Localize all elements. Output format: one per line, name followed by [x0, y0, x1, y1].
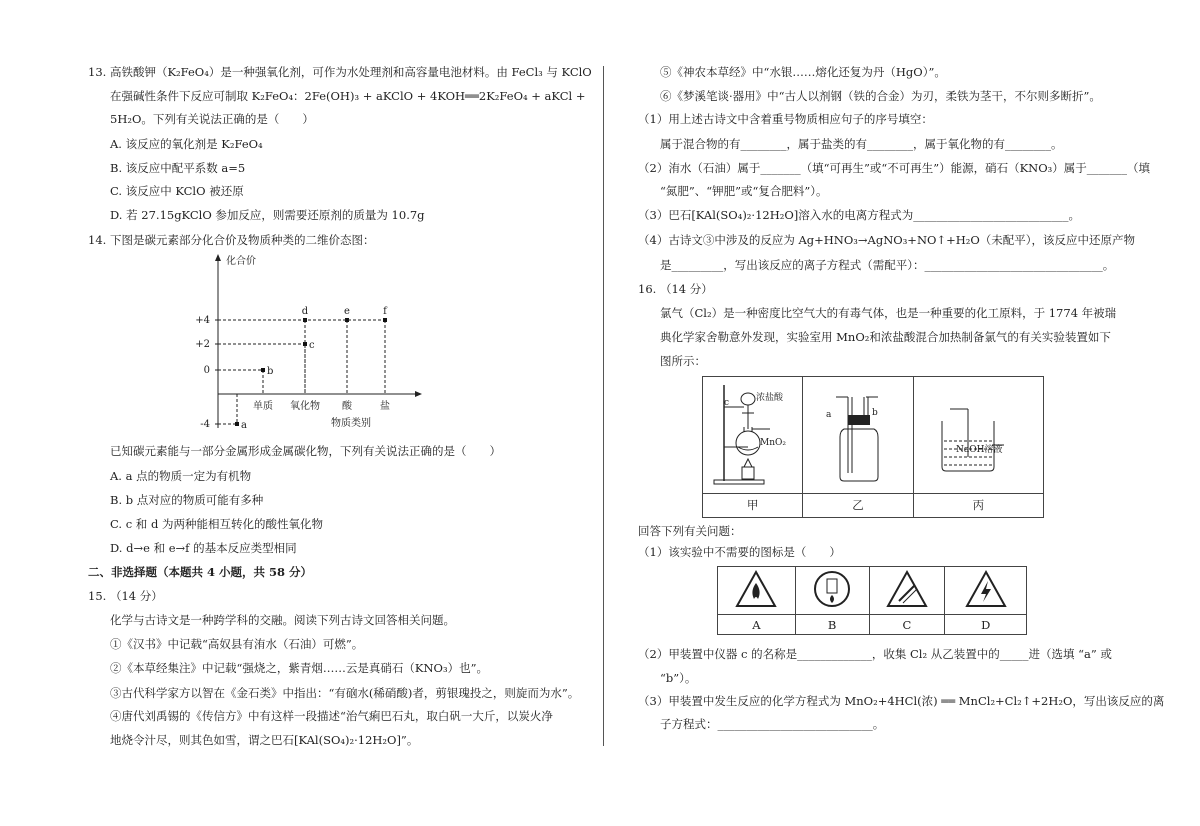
sharp-object-icon [869, 567, 945, 615]
point-label-b: b [267, 366, 274, 377]
q14-option-a: A. a 点的物质一定为有机物 [110, 469, 252, 483]
q16-sub3-b: 子方程式：___________________________。 [660, 717, 885, 731]
apparatus-label-jia: 甲 [703, 493, 803, 517]
q15-sub1-b: 属于混合物的有________，属于盐类的有________，属于氧化物的有________。 [660, 137, 1063, 151]
q14-option-d: D. d→e 和 e→f 的基本反应类型相同 [110, 541, 297, 555]
apparatus-label-bing: 丙 [913, 493, 1043, 517]
label-conc-hcl: 浓盐酸 [756, 393, 784, 403]
chart-x-label: 物质类别 [331, 418, 371, 429]
label-naoh: NaOH溶液 [956, 445, 1003, 455]
q14-stem: 14. 下图是碳元素部分化合价及物质种类的二维价态图： [88, 233, 375, 247]
q15-item-4a: ④唐代刘禹锡的《传信方》中有这样一段描述“治气痢巴石丸，取白矾一大斤，以炭火净 [110, 709, 553, 723]
q16-para-1: 氯气（Cl₂）是一种密度比空气大的有毒气体，也是一种重要的化工原料，于 1774 年被瑞 [660, 306, 1117, 320]
q13-line1: 13. 高铁酸钾（K₂FeO₄）是一种强氧化剂，可作为水处理剂和高容量电池材料。由 FeCl₃ 与 KClO [88, 65, 592, 79]
q16-para-2: 典化学家舍勒意外发现，实验室用 MnO₂和浓盐酸混合加热制备氯气的有关实验装置如下 [660, 330, 1111, 344]
flammable-icon [718, 567, 796, 615]
q15-sub4-b: 是_________，写出该反应的离子方程式（需配平）：_______________________________。 [660, 258, 1115, 272]
q16-head: 16. （14 分） [638, 282, 713, 296]
q16-sub1: （1）该实验中不需要的图标是（ ） [638, 545, 841, 559]
point-label-d: d [301, 306, 309, 317]
apparatus-jia [703, 377, 803, 494]
apparatus-bing [913, 377, 1043, 494]
q15-item-1: ①《汉书》中记载“高奴县有洧水（石油）可燃”。 [110, 637, 364, 651]
icon-label-b: B [795, 615, 869, 635]
x-category-label: 单质 [253, 401, 273, 412]
q16-sub3-a: （3）甲装置中发生反应的化学方程式为 MnO₂+4HCl(浓) ══ MnCl₂+Cl₂↑+2H₂O，写出该反应的离 [638, 694, 1165, 708]
point-label-a: a [241, 420, 247, 431]
x-category-label: 酸 [342, 401, 352, 412]
q14-option-b: B. b 点对应的物质可能有多种 [110, 493, 264, 507]
q15-sub4-a: （4）古诗文③中涉及的反应为 Ag+HNO₃→AgNO₃+NO↑+H₂O（未配平），该反应中还原产物 [638, 233, 1136, 247]
q15-sub2-a: （2）洧水（石油）属于_______（填“可再生”或“不可再生”）能源，硝石（KNO₃）属于_______（填 [638, 161, 1151, 175]
column-divider [603, 66, 604, 746]
point-label-e: e [344, 306, 350, 317]
point-label-f: f [383, 306, 387, 317]
label-mno2: MnO₂ [760, 438, 786, 448]
y-tick-label: +2 [195, 339, 210, 350]
q13-line2: 在强碱性条件下反应可制取 K₂FeO₄：2Fe(OH)₃ + aKClO + 4KOH══2K₂FeO₄ + aKCl + [110, 89, 586, 103]
q15-item-6: ⑥《梦溪笔谈·器用》中“古人以剂钢（铁的合金）为刃，柔铁为茎干，不尔则多断折”。 [660, 89, 1101, 103]
valence-chart [190, 252, 430, 437]
y-tick-label: +4 [195, 315, 210, 326]
q15-item-3: ③古代科学家方以智在《金石类》中指出：“有硇水(稀硝酸)者，剪银瑰投之，则旋而为水”。 [110, 686, 580, 700]
icon-label-c: C [869, 615, 945, 635]
label-b: b [872, 408, 878, 418]
label-c: c [724, 398, 730, 408]
q14-option-c: C. c 和 d 为两种能相互转化的酸性氧化物 [110, 517, 323, 531]
point-f [383, 318, 387, 322]
apparatus-yi [803, 377, 913, 494]
y-tick-label: -4 [200, 419, 210, 430]
q15-sub1-a: （1）用上述古诗文中含着重号物质相应句子的序号填空： [638, 112, 933, 126]
heating-icon [795, 567, 869, 615]
q13-option-c: C. 该反应中 KClO 被还原 [110, 184, 244, 198]
q15-item-5: ⑤《神农本草经》中“水银……熔化还复为丹（HgO）”。 [660, 65, 946, 79]
q16-answer-intro: 回答下列有关问题： [638, 524, 742, 538]
q15-item-2: ②《本草经集注》中记载“强烧之，紫青烟……云是真硝石（KNO₃）也”。 [110, 661, 488, 675]
q15-sub2-b: “氮肥”、“钾肥”或“复合肥料”）。 [660, 184, 828, 198]
icon-label-a: A [718, 615, 796, 635]
q15-intro: 化学与古诗文是一种跨学科的交融。阅读下列古诗文回答相关问题。 [110, 613, 455, 627]
point-label-c: c [309, 340, 315, 351]
label-a: a [826, 410, 832, 420]
q13-option-d: D. 若 27.15gKClO 参加反应，则需要还原剂的质量为 10.7g [110, 208, 425, 222]
icon-label-d: D [945, 615, 1027, 635]
y-tick-label: 0 [203, 365, 210, 376]
hazard-icons-table [717, 566, 1027, 635]
q13-option-b: B. 该反应中配平系数 a=5 [110, 161, 246, 175]
point-a [235, 422, 239, 426]
apparatus-label-yi: 乙 [803, 493, 913, 517]
q13-line3: 5H₂O。下列有关说法正确的是（ ） [110, 112, 314, 126]
q16-para-3: 图所示： [660, 354, 706, 368]
q16-sub2-b: “b”）。 [660, 671, 697, 685]
q14-after: 已知碳元素能与一部分金属形成金属碳化物，下列有关说法正确的是（ ） [110, 444, 501, 458]
q16-sub2-a: （2）甲装置中仪器 c 的名称是_____________，收集 Cl₂ 从乙装置中的_____进（选填 “a” 或 [638, 647, 1112, 661]
chart-y-label: 化合价 [226, 256, 256, 267]
q15-sub3: （3）巴石[KAl(SO₄)₂·12H₂O]溶入水的电离方程式为___________________________。 [638, 208, 1081, 222]
point-b [261, 368, 265, 372]
q15-head: 15. （14 分） [88, 589, 163, 603]
q15-item-4b: 地烧令汁尽，则其色如雪，谓之巴石[KAl(SO₄)₂·12H₂O]”。 [110, 733, 419, 747]
q13-option-a: A. 该反应的氧化剂是 K₂FeO₄ [110, 137, 263, 151]
x-category-label: 氧化物 [290, 401, 320, 412]
section-heading: 二、非选择题（本题共 4 小题，共 58 分） [88, 565, 313, 579]
electric-hazard-icon [945, 567, 1027, 615]
x-category-label: 盐 [380, 401, 390, 412]
